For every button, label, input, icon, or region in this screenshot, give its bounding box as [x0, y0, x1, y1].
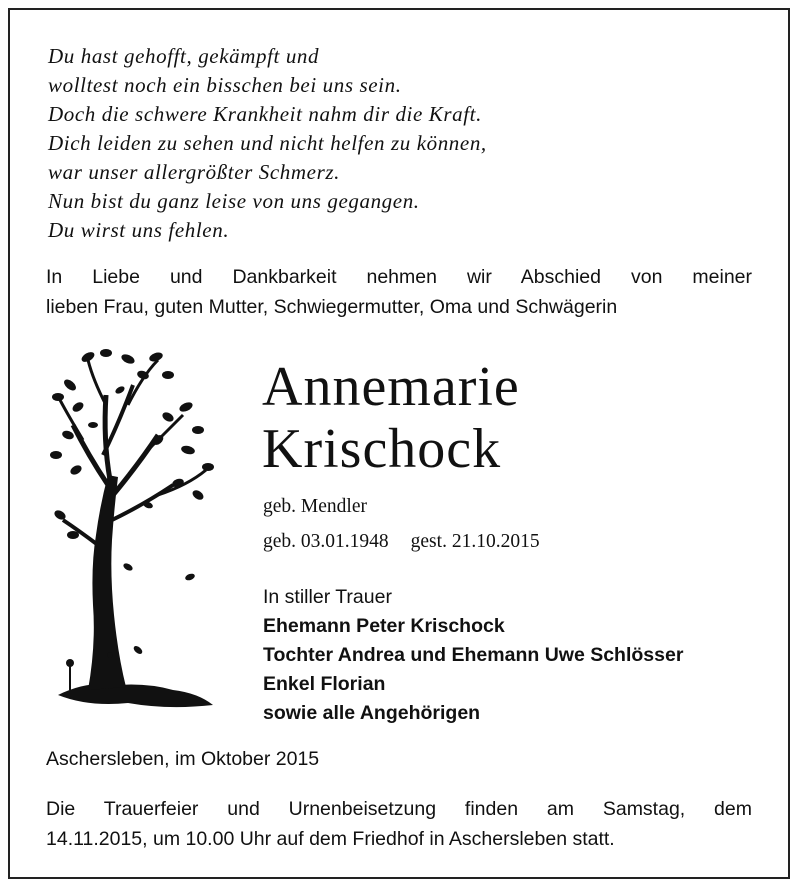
- death-date: gest. 21.10.2015: [410, 531, 540, 552]
- mourner-entry: Enkel Florian: [263, 673, 386, 695]
- poem: [48, 42, 487, 245]
- funeral-line: 14.11.2015, um 10.00 Uhr auf dem Friedhof in Aschersleben statt.: [46, 828, 615, 850]
- poem-line: Du wirst uns fehlen.: [48, 218, 230, 242]
- intro-line: In Liebe und Dankbarkeit nehmen wir Abschied von meiner: [46, 266, 752, 288]
- mourner-entry: Tochter Andrea und Ehemann Uwe Schlösser: [263, 644, 684, 666]
- funeral-line: Die Trauerfeier und Urnenbeisetzung finden am Samstag, dem: [46, 798, 752, 820]
- poem-line: Dich leiden zu sehen und nicht helfen zu können,: [48, 131, 487, 155]
- poem-line: Doch die schwere Krankheit nahm dir die Kraft.: [48, 102, 482, 126]
- funeral-notice: [46, 794, 752, 854]
- mourner-entry: Ehemann Peter Krischock: [263, 615, 505, 637]
- first-name: Annemarie: [262, 356, 520, 418]
- intro-line: lieben Frau, guten Mutter, Schwiegermutter, Oma und Schwägerin: [46, 296, 618, 318]
- last-name: Krischock: [262, 418, 502, 480]
- birth-date: geb. 03.01.1948: [263, 531, 389, 552]
- life-dates: [263, 527, 540, 557]
- mourner-entry: sowie alle Angehörigen: [263, 702, 481, 724]
- deceased-name: [262, 356, 520, 480]
- mourners-heading: In stiller Trauer: [263, 586, 392, 608]
- tree-icon: [48, 345, 218, 725]
- poem-line: Du hast gehofft, gekämpft und: [48, 44, 320, 68]
- mourners: [263, 583, 683, 728]
- farewell-intro: [46, 262, 752, 322]
- poem-line: wolltest noch ein bisschen bei uns sein.: [48, 73, 402, 97]
- poem-line: Nun bist du ganz leise von uns gegangen.: [48, 189, 420, 213]
- maiden-name: geb. Mendler: [263, 496, 367, 517]
- poem-line: war unser allergrößter Schmerz.: [48, 160, 340, 184]
- place-date: Aschersleben, im Oktober 2015: [46, 748, 320, 770]
